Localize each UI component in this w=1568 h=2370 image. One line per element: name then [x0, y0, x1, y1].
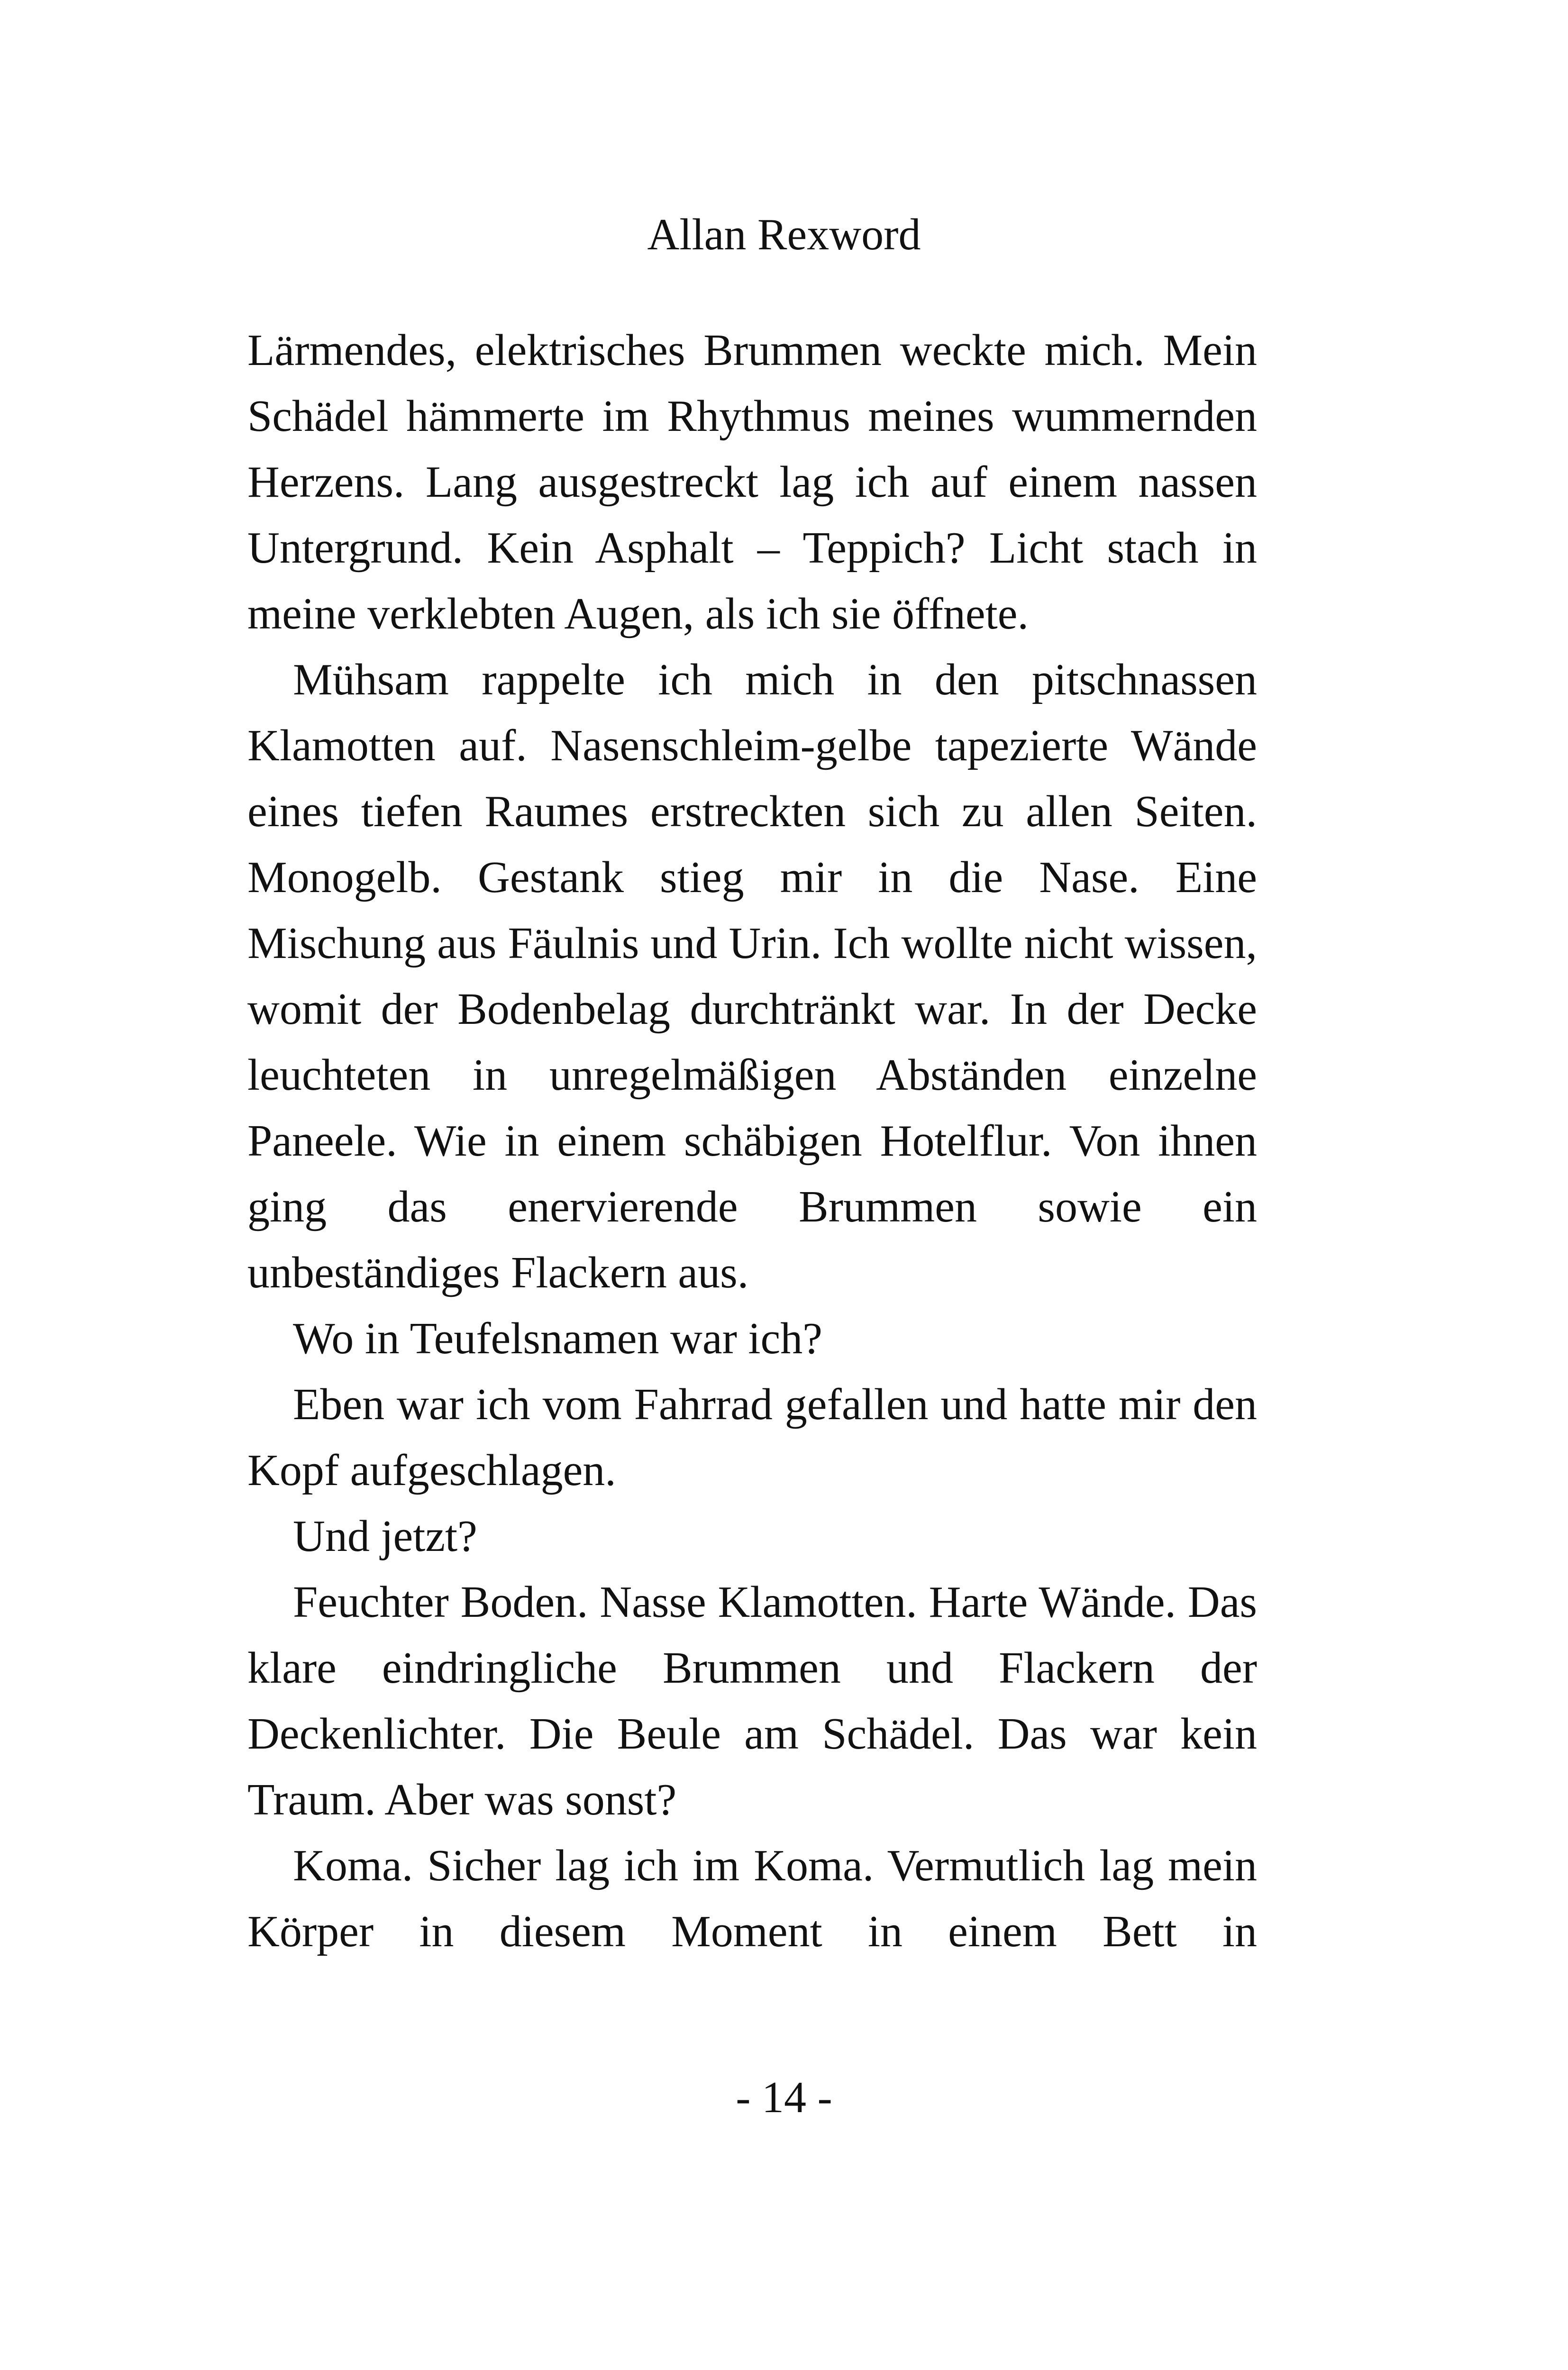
paragraph-7: Koma. Sicher lag ich im Koma. Vermutlich lag mein Körper in diesem Moment in einem Bett in	[247, 1841, 1257, 1956]
paragraph-4: Eben war ich vom Fahrrad gefallen und hatte mir den Kopf aufgeschlagen.	[247, 1380, 1257, 1495]
body-text	[247, 318, 1257, 1965]
page-number: - 14 -	[736, 2073, 832, 2122]
paragraph-1: Lärmendes, elektrisches Brummen weckte mich. Mein Schädel hämmerte im Rhythmus meines wummernden Herzens. Lang ausgestreckt lag ich auf einem nassen Untergrund. Kein Asphalt – Teppich? Licht stach in meine verklebten Augen, als ich sie öffnete.	[247, 326, 1257, 638]
paragraph-2: Mühsam rappelte ich mich in den pitschnassen Klamotten auf. Nasenschleim-gelbe tapezierte Wände eines tiefen Raumes erstreckten sich zu allen Seiten. Monogelb. Gestank stieg mir in die Nase. Eine Mischung aus Fäulnis und Urin. Ich wollte nicht wissen, womit der Bodenbelag durchtränkt war. In der Decke leuchteten in unregelmäßigen Abständen einzelne Paneele. Wie in einem schäbigen Hotelflur. Von ihnen ging das enervierende Brummen sowie ein unbeständiges Flackern aus.	[247, 655, 1257, 1297]
paragraph-6: Feuchter Boden. Nasse Klamotten. Harte Wände. Das klare eindringliche Brummen und Flackern der Deckenlichter. Die Beule am Schädel. Das war kein Traum. Aber was sonst?	[247, 1577, 1257, 1824]
paragraph-3: Wo in Teufelsnamen war ich?	[293, 1314, 822, 1363]
paragraph-5: Und jetzt?	[293, 1512, 477, 1561]
running-header-author: Allan Rexword	[647, 210, 921, 259]
